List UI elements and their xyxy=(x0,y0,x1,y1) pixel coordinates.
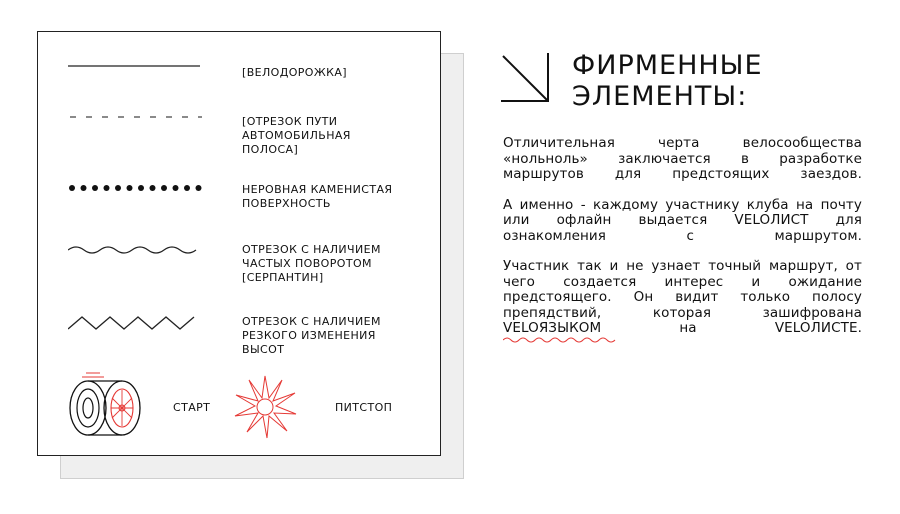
arrow-down-right-icon xyxy=(500,53,552,105)
velo-language-word: VELOЯЗЫКОМ xyxy=(503,320,602,336)
solid-line-icon xyxy=(68,64,200,68)
start-wheels-icon xyxy=(66,370,150,440)
dotted-line-icon xyxy=(68,183,204,193)
paragraph-3-tail: на VELOЛИСТЕ. xyxy=(601,320,862,336)
pitstop-label: ПИТСТОП xyxy=(335,401,393,414)
paragraph-2: А именно - каждому участнику клуба на почту или офлайн выдается VELOЛИСТ для ознакомления с маршрутом. xyxy=(503,196,862,244)
legend-card xyxy=(37,31,441,456)
velo-language-highlight xyxy=(503,321,601,337)
wavy-line-icon xyxy=(68,244,198,256)
pitstop-star-icon xyxy=(232,374,298,440)
dashed-line-icon xyxy=(68,115,202,119)
legend-label: [ВЕЛОДОРОЖКА] xyxy=(242,66,347,79)
description xyxy=(503,136,862,352)
paragraph-3-text: Участник так и не узнает точный маршрут, от чего создается интерес и ожидание предстоящего. Он видит только полосу препядствий, которая зашифрована xyxy=(503,258,862,321)
legend-label: НЕРОВНАЯ КАМЕНИСТАЯ ПОВЕРХНОСТЬ xyxy=(242,183,393,210)
zigzag-line-icon xyxy=(68,315,198,331)
wavy-underline-icon xyxy=(503,336,618,344)
paragraph-3 xyxy=(503,259,862,337)
start-label: СТАРТ xyxy=(173,401,211,414)
legend-label: ОТРЕЗОК С НАЛИЧИЕМ ЧАСТЫХ ПОВОРОТОМ [СЕРПАНТИН] xyxy=(242,243,381,284)
legend-label: ОТРЕЗОК С НАЛИЧИЕМ РЕЗКОГО ИЗМЕНЕНИЯ ВЫСОТ xyxy=(242,315,381,356)
page-title: ФИРМЕННЫЕ ЭЛЕМЕНТЫ: xyxy=(572,50,763,112)
legend-label: [ОТРЕЗОК ПУТИ АВТОМОБИЛЬНАЯ ПОЛОСА] xyxy=(242,115,351,156)
paragraph-1: Отличительная черта велосообщества «нольноль» заключается в разработке маршрутов для предстоящих заездов. xyxy=(503,135,862,182)
